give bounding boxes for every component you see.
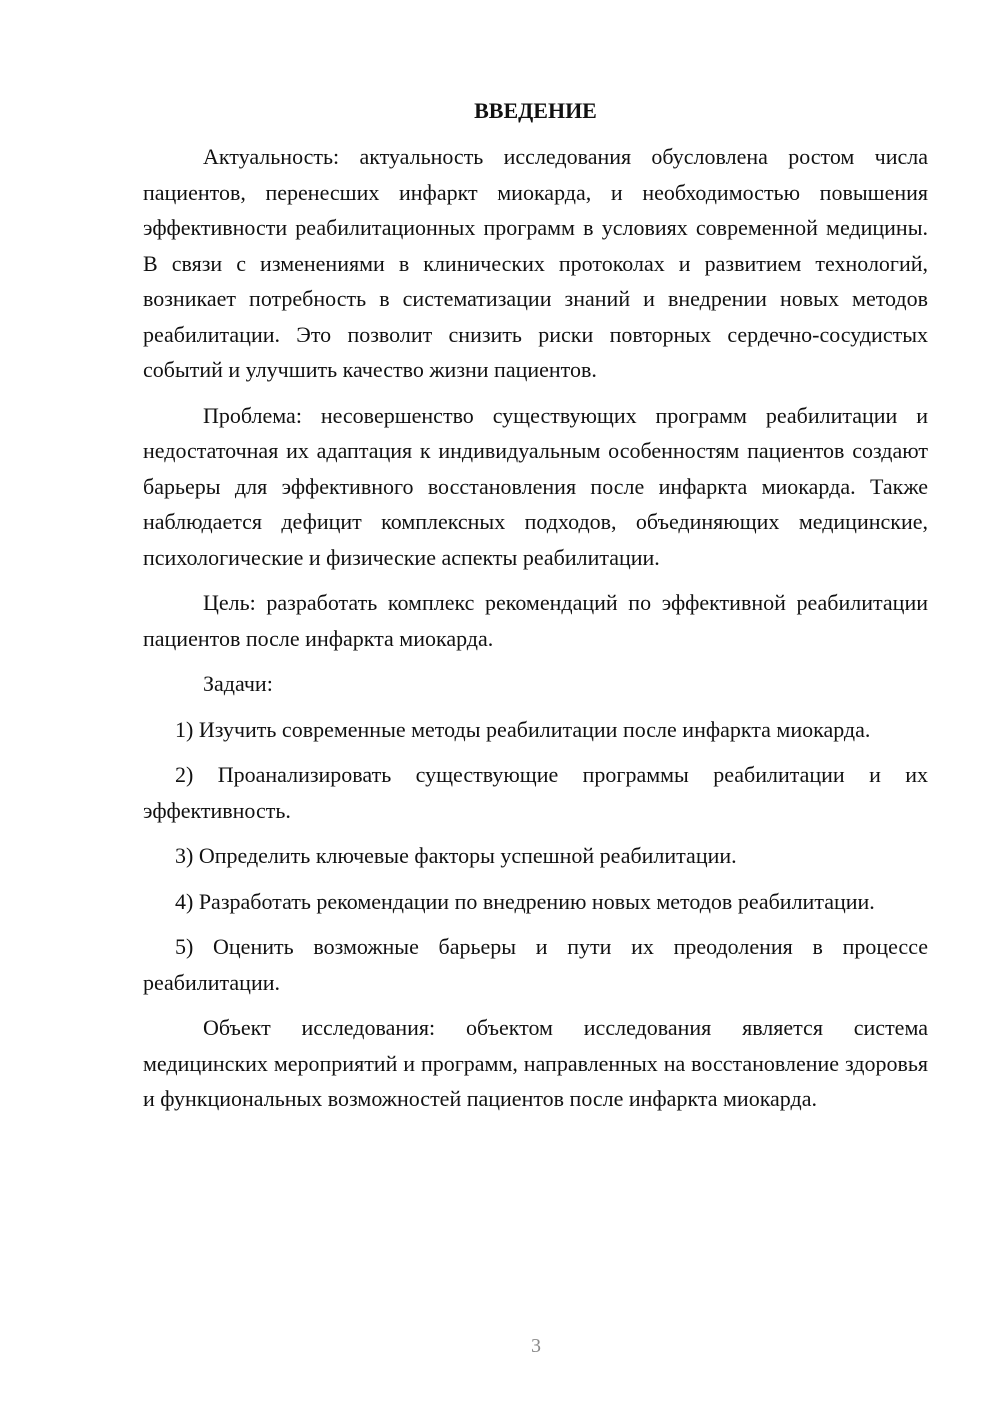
task-item: 5) Оценить возможные барьеры и пути их преодоления в процессе реабилитации. [143, 934, 928, 995]
page-number: 3 [531, 1335, 541, 1357]
section-heading: ВВЕДЕНИЕ [474, 98, 597, 123]
task-item: 4) Разработать рекомендации по внедрению новых методов реабилитации. [175, 888, 875, 914]
problem-paragraph: Проблема: несовершенство существующих программ реабилитации и недостаточная их адаптация к индивидуальным особенностям пациентов создают барьеры для эффективного восстановления после инфаркта миокарда. Также наблюдается дефицит комплексных подходов, объединяющих медицинские, психологические и физические аспекты реабилитации. [143, 402, 928, 570]
tasks-label: Задачи: [203, 671, 273, 696]
task-item: 1) Изучить современные методы реабилитации после инфаркта миокарда. [175, 716, 871, 742]
page-content [143, 93, 928, 1127]
task-item: 2) Проанализировать существующие программы реабилитации и их эффективность. [143, 762, 928, 823]
goal-paragraph: Цель: разработать комплекс рекомендаций по эффективной реабилитации пациентов после инфаркта миокарда. [143, 590, 928, 651]
relevance-paragraph: Актуальность: актуальность исследования обусловлена ростом числа пациентов, перенесших инфаркт миокарда, и необходимостью повышения эффективности реабилитационных программ в условиях современной медицины. В связи с изменениями в клинических протоколах и развитием технологий, возникает потребность в систематизации знаний и внедрении новых методов реабилитации. Это позволит снизить риски повторных сердечно-сосудистых событий и улучшить качество жизни пациентов. [143, 144, 928, 382]
object-paragraph: Объект исследования: объектом исследования является система медицинских мероприятий и программ, направленных на восстановление здоровья и функциональных возможностей пациентов после инфаркта миокарда. [143, 1015, 928, 1111]
task-item: 3) Определить ключевые факторы успешной реабилитации. [175, 843, 737, 868]
